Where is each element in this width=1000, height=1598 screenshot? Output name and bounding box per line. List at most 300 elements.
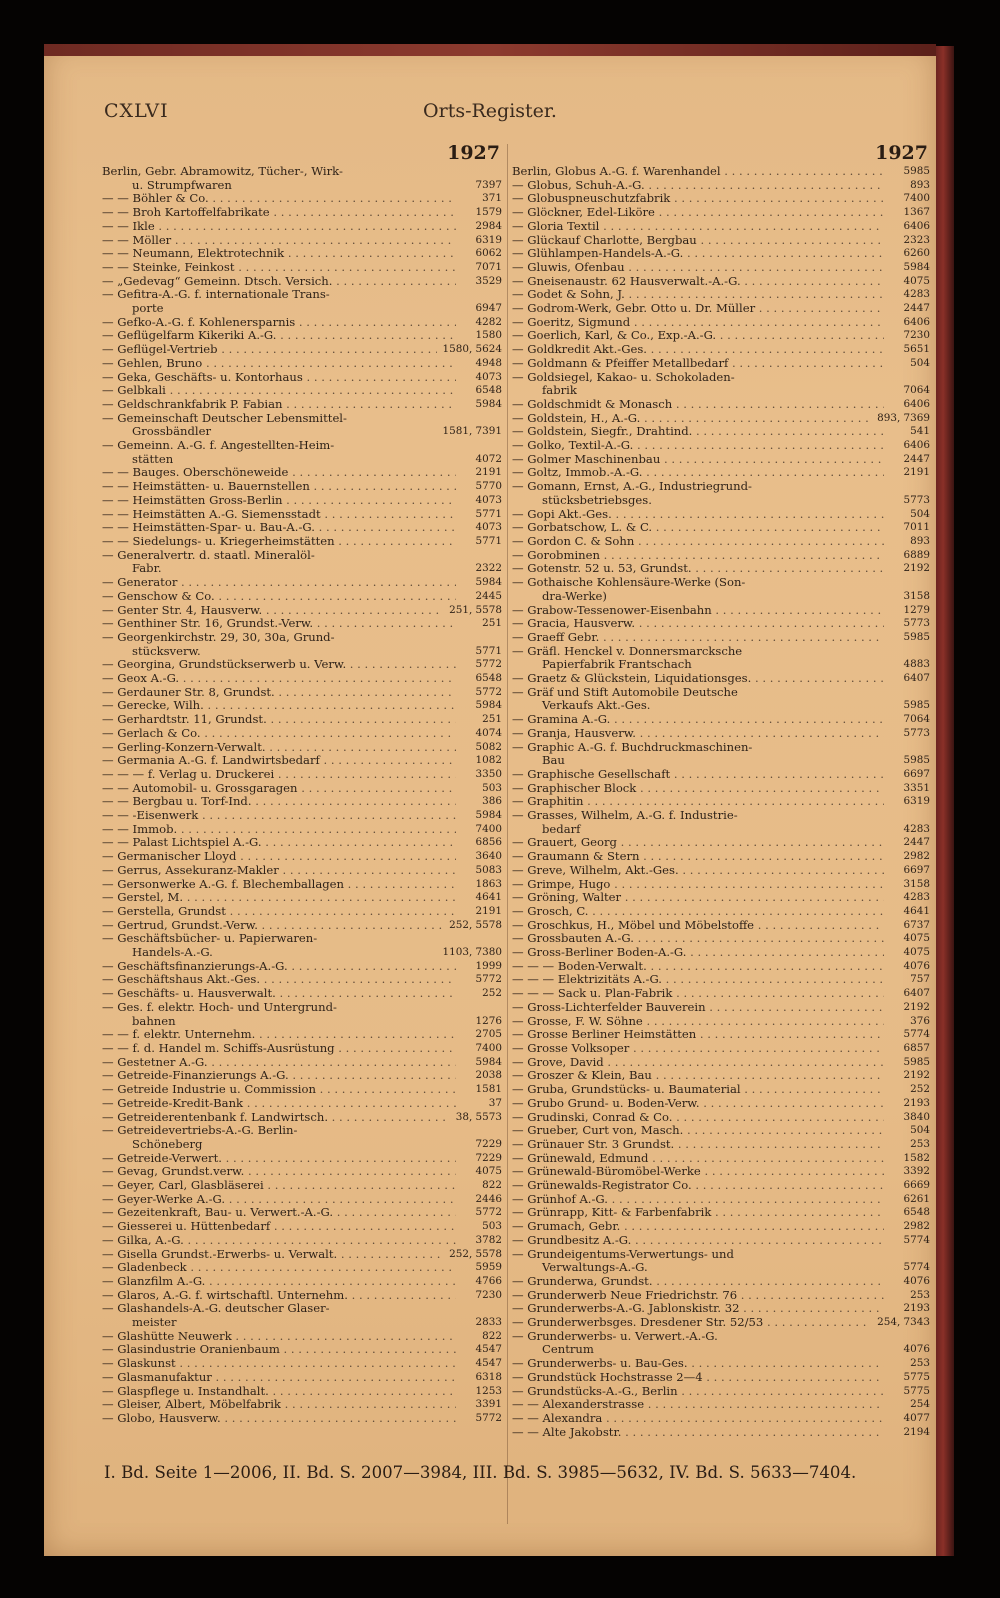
entry-page-ref: 1253 <box>475 1384 502 1397</box>
index-entry <box>512 1248 930 1262</box>
left-entry-list <box>102 165 502 1426</box>
index-entry <box>512 1330 930 1344</box>
entry-name: — Grubo Grund- u. Boden-Verw. . . . <box>512 1097 884 1111</box>
index-entry <box>102 316 502 330</box>
index-entry <box>102 412 502 426</box>
entry-page-ref: 5774 <box>903 1233 930 1246</box>
entry-name: bahnen <box>132 1014 176 1028</box>
entry-name: — Gneisenaustr. 62 Hausverwalt.-A.-G. . . . <box>512 275 884 289</box>
entry-page-ref: 4948 <box>475 356 502 369</box>
column-divider <box>507 144 508 1524</box>
entry-page-ref: 4073 <box>475 493 502 506</box>
entry-name: — Getreide-Verwert. . . . <box>102 1152 456 1166</box>
entry-page-ref: 5772 <box>475 1206 502 1219</box>
entry-page-ref: 893, 7369 <box>877 411 930 424</box>
entry-page-ref: 6406 <box>903 315 930 328</box>
entry-page-ref: 4766 <box>475 1274 502 1287</box>
index-entry <box>512 576 930 590</box>
index-entry <box>102 727 502 741</box>
entry-page-ref: 5959 <box>475 1261 502 1274</box>
index-entry <box>512 987 930 1001</box>
entry-page-ref: 2192 <box>903 1000 930 1013</box>
entry-name: — Gefitra-A.-G. f. internationale Trans- <box>102 288 330 302</box>
index-entry <box>102 302 502 316</box>
entry-page-ref: 2191 <box>475 466 502 479</box>
index-entry <box>512 562 930 576</box>
entry-name: — Grunderwerbsges. Dresdener Str. 52/53 . . . <box>512 1316 871 1330</box>
volume-page-ranges: I. Bd. Seite 1—2006, II. Bd. S. 2007—3984, III. Bd. S. 3985—5632, IV. Bd. S. 5633—7404. <box>104 1463 857 1482</box>
index-entry <box>512 302 930 316</box>
index-entry <box>102 1015 502 1029</box>
entry-name: — Gemeinschaft Deutscher Lebensmittel- <box>102 411 347 425</box>
entry-page-ref: 503 <box>482 781 502 794</box>
entry-name: Centrum <box>542 1343 594 1357</box>
index-entry <box>512 521 930 535</box>
index-entry <box>512 206 930 220</box>
index-entry <box>102 809 502 823</box>
index-entry <box>512 1385 930 1399</box>
index-entry <box>102 466 502 480</box>
index-entry <box>102 795 502 809</box>
entry-name: — — Bauges. Oberschöneweide . . . <box>102 466 456 480</box>
right-column <box>512 143 930 1533</box>
index-entry <box>512 1289 930 1303</box>
entry-page-ref: 5770 <box>475 480 502 493</box>
index-entry <box>512 741 930 755</box>
index-entry <box>102 631 502 645</box>
index-entry <box>512 727 930 741</box>
entry-page-ref: 1367 <box>903 206 930 219</box>
index-entry <box>512 1412 930 1426</box>
entry-name: Schöneberg <box>132 1137 203 1151</box>
entry-page-ref: 376 <box>910 1014 930 1027</box>
index-entry <box>102 1165 502 1179</box>
index-entry <box>102 1206 502 1220</box>
entry-name: Fabr. <box>132 562 162 576</box>
entry-name: — Gerstel, M. . . . <box>102 891 456 905</box>
index-entry <box>102 521 502 535</box>
entry-page-ref: 2833 <box>475 1316 502 1329</box>
entry-page-ref: 253 <box>910 1288 930 1301</box>
entry-name: — Glühlampen-Handels-A.-G. . . . <box>512 247 884 261</box>
entry-page-ref: 893 <box>910 534 930 547</box>
entry-name: — — — Sack u. Plan-Fabrik . . . <box>512 987 884 1001</box>
entry-name: — Getreide-Kredit-Bank . . . <box>102 1097 456 1111</box>
entry-name: — Gerlach & Co. . . . <box>102 727 456 741</box>
entry-page-ref: 4283 <box>903 891 930 904</box>
entry-page-ref: 6669 <box>903 1179 930 1192</box>
entry-name: stücksverw. <box>132 644 201 658</box>
entry-name: Bau <box>542 754 565 768</box>
entry-name: — Gotenstr. 52 u. 53, Grundst. . . . <box>512 562 884 576</box>
index-entry <box>512 371 930 385</box>
entry-name: — Gorbatschow, L. & C. . . . <box>512 521 884 535</box>
entry-page-ref: 2447 <box>903 836 930 849</box>
entry-name: — Granja, Hausverw. . . . <box>512 727 884 741</box>
index-entry <box>512 878 930 892</box>
entry-page-ref: 5083 <box>475 863 502 876</box>
entry-page-ref: 4073 <box>475 521 502 534</box>
index-entry <box>102 1001 502 1015</box>
index-entry <box>512 1357 930 1371</box>
index-entry <box>512 1111 930 1125</box>
index-entry <box>102 206 502 220</box>
entry-page-ref: 7011 <box>903 521 930 534</box>
index-entry <box>102 768 502 782</box>
entry-page-ref: 37 <box>488 1096 502 1109</box>
entry-page-ref: 4282 <box>475 315 502 328</box>
entry-name: — Gemeinn. A.-G. f. Angestellten-Heim- <box>102 439 335 453</box>
entry-page-ref: 541 <box>910 425 930 438</box>
index-entry <box>512 864 930 878</box>
entry-page-ref: 4641 <box>475 891 502 904</box>
index-entry <box>512 672 930 686</box>
entry-page-ref: 7397 <box>475 178 502 191</box>
entry-name: — Georgina, Grundstückserwerb u. Verw. . . . <box>102 658 456 672</box>
entry-name: — Grabow-Tessenower-Eisenbahn . . . <box>512 604 884 618</box>
index-entry <box>102 508 502 522</box>
entry-page-ref: 2446 <box>475 1192 502 1205</box>
entry-page-ref: 6407 <box>903 987 930 1000</box>
entry-name: — Gräfl. Henckel v. Donnersmarcksche <box>512 644 743 658</box>
entry-page-ref: 5984 <box>475 699 502 712</box>
index-entry <box>102 1412 502 1426</box>
entry-name: — Glashandels-A.-G. deutscher Glaser- <box>102 1302 330 1316</box>
entry-name: — Grundbesitz A.-G. . . . <box>512 1234 884 1248</box>
entry-name: — Glashütte Neuwerk . . . <box>102 1330 456 1344</box>
index-entry <box>512 1152 930 1166</box>
entry-page-ref: 6406 <box>903 219 930 232</box>
index-entry <box>102 453 502 467</box>
entry-name: — — Bergbau u. Torf-Ind. . . . <box>102 795 456 809</box>
index-entry <box>102 329 502 343</box>
index-entry <box>102 439 502 453</box>
index-entry <box>102 946 502 960</box>
index-entry <box>102 275 502 289</box>
entry-page-ref: 2323 <box>903 233 930 246</box>
index-entry <box>102 234 502 248</box>
entry-name: — — f. d. Handel m. Schiffs-Ausrüstung . . . <box>102 1042 456 1056</box>
index-entry <box>102 371 502 385</box>
entry-name: — Gerstella, Grundst . . . <box>102 905 456 919</box>
entry-name: — Gehlen, Bruno . . . <box>102 357 456 371</box>
entry-page-ref: 252 <box>910 1083 930 1096</box>
entry-page-ref: 6737 <box>903 918 930 931</box>
index-entry <box>512 617 930 631</box>
entry-page-ref: 6319 <box>903 795 930 808</box>
entry-name: — Grosse, F. W. Söhne . . . <box>512 1015 884 1029</box>
entry-name: — Gruba, Grundstücks- u. Baumaterial . . . <box>512 1083 884 1097</box>
entry-page-ref: 1276 <box>475 1014 502 1027</box>
entry-name: — Grunderwerbs- u. Verwert.-A.-G. <box>512 1329 718 1343</box>
entry-page-ref: 1082 <box>475 754 502 767</box>
index-entry <box>102 1261 502 1275</box>
entry-page-ref: 7400 <box>475 822 502 835</box>
index-entry <box>512 590 930 604</box>
index-entry <box>102 864 502 878</box>
entry-page-ref: 5774 <box>903 1028 930 1041</box>
entry-page-ref: 6889 <box>903 548 930 561</box>
index-entry <box>512 713 930 727</box>
left-year-heading: 1927 <box>447 142 500 164</box>
entry-page-ref: 251 <box>482 617 502 630</box>
index-entry <box>512 645 930 659</box>
entry-page-ref: 4073 <box>475 370 502 383</box>
index-entry <box>512 946 930 960</box>
entry-page-ref: 4072 <box>475 452 502 465</box>
index-entry <box>102 850 502 864</box>
entry-page-ref: 3640 <box>475 850 502 863</box>
entry-page-ref: 2447 <box>903 302 930 315</box>
index-entry <box>102 1371 502 1385</box>
entry-name: — Golmer Maschinenbau . . . <box>512 453 884 467</box>
entry-page-ref: 7229 <box>475 1137 502 1150</box>
entry-name: — Gezeitenkraft, Bau- u. Verwert.-A.-G. . . . <box>102 1206 456 1220</box>
entry-name: — Grudinski, Conrad & Co. . . . <box>512 1111 884 1125</box>
index-entry <box>512 384 930 398</box>
index-entry <box>102 1152 502 1166</box>
entry-name: u. Strumpfwaren <box>132 178 232 192</box>
entry-name: Papierfabrik Frantschach <box>542 658 692 672</box>
entry-name: — Gerdauner Str. 8, Grundst. . . . <box>102 686 456 700</box>
entry-name: — Gordon C. & Sohn . . . <box>512 535 884 549</box>
entry-page-ref: 7071 <box>475 260 502 273</box>
entry-name: — Gluwis, Ofenbau . . . <box>512 261 884 275</box>
entry-page-ref: 5773 <box>903 726 930 739</box>
entry-page-ref: 4075 <box>903 946 930 959</box>
index-entry <box>512 316 930 330</box>
entry-name: — — — Elektrizitäts A.-G. . . . <box>512 973 884 987</box>
entry-page-ref: 5985 <box>903 630 930 643</box>
index-entry <box>512 1234 930 1248</box>
entry-name: — — Broh Kartoffelfabrikate . . . <box>102 206 456 220</box>
index-entry <box>512 795 930 809</box>
entry-page-ref: 4075 <box>903 274 930 287</box>
entry-name: — — Heimstätten A.-G. Siemensstadt . . . <box>102 508 456 522</box>
entry-page-ref: 6406 <box>903 397 930 410</box>
entry-page-ref: 2192 <box>903 562 930 575</box>
index-entry <box>102 261 502 275</box>
entry-name: — Gladenbeck . . . <box>102 1261 456 1275</box>
entry-page-ref: 2447 <box>903 452 930 465</box>
index-entry <box>102 384 502 398</box>
index-entry <box>102 658 502 672</box>
entry-page-ref: 3391 <box>475 1398 502 1411</box>
index-entry <box>512 631 930 645</box>
index-entry <box>102 1193 502 1207</box>
entry-name: — Getreide-Finanzierungs A.-G. . . . <box>102 1069 456 1083</box>
entry-name: — Gerhardtstr. 11, Grundst. . . . <box>102 713 456 727</box>
entry-page-ref: 822 <box>482 1329 502 1342</box>
index-entry <box>512 604 930 618</box>
entry-page-ref: 4283 <box>903 822 930 835</box>
entry-name: — Goeritz, Sigmund . . . <box>512 316 884 330</box>
entry-name: — Grosch, C. . . . <box>512 905 884 919</box>
index-entry <box>512 480 930 494</box>
entry-name: — — Ikle . . . <box>102 220 456 234</box>
entry-name: — Geyer-Werke A.-G. . . . <box>102 1193 456 1207</box>
entry-name: — Glückauf Charlotte, Bergbau . . . <box>512 234 884 248</box>
entry-page-ref: 6697 <box>903 863 930 876</box>
entry-page-ref: 5772 <box>475 973 502 986</box>
index-entry <box>512 165 930 179</box>
entry-name: — — Heimstätten Gross-Berlin . . . <box>102 494 456 508</box>
entry-page-ref: 6548 <box>475 672 502 685</box>
entry-page-ref: 5985 <box>903 165 930 177</box>
index-entry <box>512 329 930 343</box>
index-entry <box>102 973 502 987</box>
entry-name: — — Steinke, Feinkost . . . <box>102 261 456 275</box>
index-entry <box>102 1056 502 1070</box>
entry-name: — Glaspflege u. Instandhalt. . . . <box>102 1385 456 1399</box>
entry-name: — Gelbkali . . . <box>102 384 456 398</box>
entry-name: — Glanzfilm A.-G. . . . <box>102 1275 456 1289</box>
entry-name: — Goldstein, Siegfr., Drahtind. . . . <box>512 425 884 439</box>
entry-page-ref: 3392 <box>903 1165 930 1178</box>
index-entry <box>102 1083 502 1097</box>
index-entry <box>512 466 930 480</box>
entry-name: bedarf <box>542 822 581 836</box>
entry-page-ref: 5984 <box>475 576 502 589</box>
entry-page-ref: 5771 <box>475 507 502 520</box>
entry-name: — Graphische Gesellschaft . . . <box>512 768 884 782</box>
index-entry <box>102 823 502 837</box>
index-entry <box>512 973 930 987</box>
entry-name: — Genschow & Co. . . . <box>102 590 456 604</box>
index-entry <box>102 1234 502 1248</box>
index-entry <box>102 960 502 974</box>
entry-name: — Grosse Volksoper . . . <box>512 1042 884 1056</box>
entry-name: Grossbändler <box>132 425 212 439</box>
entry-name: — Gramina A.-G. . . . <box>512 713 884 727</box>
entry-name: — Golko, Textil-A.-G. . . . <box>512 439 884 453</box>
entry-page-ref: 2705 <box>475 1028 502 1041</box>
entry-name: — — Möller . . . <box>102 234 456 248</box>
entry-name: — Globus, Schuh-A.-G. . . . <box>512 179 884 193</box>
index-entry <box>512 247 930 261</box>
index-entry <box>102 1302 502 1316</box>
entry-page-ref: 253 <box>910 1137 930 1150</box>
entry-page-ref: 1580, 5624 <box>442 343 502 356</box>
index-entry <box>102 672 502 686</box>
index-entry <box>512 1042 930 1056</box>
index-entry <box>102 987 502 1001</box>
entry-name: — Glaskunst . . . <box>102 1357 456 1371</box>
entry-name: — Groszer & Klein, Bau . . . <box>512 1069 884 1083</box>
index-entry <box>102 1042 502 1056</box>
entry-page-ref: 1279 <box>903 603 930 616</box>
entry-name: — Goldsiegel, Kakao- u. Schokoladen- <box>512 370 735 384</box>
entry-name: Handels-A.-G. <box>132 946 213 960</box>
entry-page-ref: 1581, 7391 <box>442 425 502 438</box>
index-entry <box>512 453 930 467</box>
entry-name: Berlin, Globus A.-G. f. Warenhandel . . . <box>512 165 884 179</box>
entry-page-ref: 3840 <box>903 1110 930 1123</box>
entry-name: — Globuspneuschutzfabrik . . . <box>512 192 884 206</box>
entry-page-ref: 252 <box>482 987 502 1000</box>
left-column <box>102 143 502 1533</box>
entry-name: — Gröning, Walter . . . <box>512 891 884 905</box>
entry-page-ref: 5651 <box>903 343 930 356</box>
entry-name: — Goldmann & Pfeiffer Metallbedarf . . . <box>512 357 884 371</box>
index-entry <box>102 1385 502 1399</box>
entry-page-ref: 1863 <box>475 877 502 890</box>
index-entry <box>512 1028 930 1042</box>
entry-name: — Gomann, Ernst, A.-G., Industriegrund- <box>512 480 752 494</box>
entry-name: — Genter Str. 4, Hausverw. . . . <box>102 604 443 618</box>
entry-name: — Gross-Lichterfelder Bauverein . . . <box>512 1001 884 1015</box>
entry-page-ref: 2322 <box>475 562 502 575</box>
entry-name: — Graetz & Glückstein, Liquidationsges. . . . <box>512 672 884 686</box>
index-entry <box>102 398 502 412</box>
entry-page-ref: 503 <box>482 1220 502 1233</box>
entry-name: — Grünewalds-Registrator Co. . . . <box>512 1179 884 1193</box>
index-entry <box>512 891 930 905</box>
entry-name: — — f. elektr. Unternehm. . . . <box>102 1028 456 1042</box>
entry-name: — Gräf und Stift Automobile Deutsche <box>512 685 738 699</box>
entry-page-ref: 6947 <box>475 302 502 315</box>
index-entry <box>512 1371 930 1385</box>
entry-page-ref: 5984 <box>475 809 502 822</box>
index-entry <box>102 1069 502 1083</box>
entry-name: — Gerling-Konzern-Verwalt. . . . <box>102 741 456 755</box>
entry-name: — Godet & Sohn, J. . . . <box>512 288 884 302</box>
index-entry <box>102 1248 502 1262</box>
entry-page-ref: 4075 <box>475 1165 502 1178</box>
entry-page-ref: 4076 <box>903 1274 930 1287</box>
index-entry <box>102 741 502 755</box>
entry-name: — Gothaische Kohlensäure-Werke (Son- <box>512 576 746 590</box>
entry-page-ref: 2982 <box>903 1220 930 1233</box>
entry-name: — Grunderwerb Neue Friedrichstr. 76 . . . <box>512 1289 884 1303</box>
entry-name: — Glaros, A.-G. f. wirtschaftl. Unternehm. . . . <box>102 1289 456 1303</box>
entry-page-ref: 7230 <box>475 1288 502 1301</box>
index-entry <box>512 1069 930 1083</box>
index-entry <box>512 275 930 289</box>
index-entry <box>512 1001 930 1015</box>
entry-page-ref: 4547 <box>475 1357 502 1370</box>
index-entry <box>102 179 502 193</box>
index-entry <box>512 1220 930 1234</box>
entry-page-ref: 3158 <box>903 589 930 602</box>
entry-page-ref: 3350 <box>475 767 502 780</box>
entry-page-ref: 6697 <box>903 767 930 780</box>
entry-page-ref: 254, 7343 <box>877 1316 930 1329</box>
index-entry <box>512 1316 930 1330</box>
index-entry <box>512 1193 930 1207</box>
index-entry <box>102 604 502 618</box>
index-entry <box>512 398 930 412</box>
entry-name: — Geschäfts- u. Hausverwalt. . . . <box>102 987 456 1001</box>
entry-page-ref: 2445 <box>475 589 502 602</box>
page-number: CXLVI <box>104 100 169 122</box>
binding-band <box>44 44 936 56</box>
index-entry <box>102 1275 502 1289</box>
entry-page-ref: 1579 <box>475 206 502 219</box>
entry-name: — Gestetner A.-G. . . . <box>102 1056 456 1070</box>
entry-name: — — — Boden-Verwalt. . . . <box>512 960 884 974</box>
entry-page-ref: 254 <box>910 1398 930 1411</box>
entry-page-ref: 7229 <box>475 1151 502 1164</box>
entry-name: — Grünrapp, Kitt- & Farbenfabrik . . . <box>512 1206 884 1220</box>
entry-name: — — -Eisenwerk . . . <box>102 809 456 823</box>
index-entry <box>512 1138 930 1152</box>
index-entry <box>102 549 502 563</box>
entry-page-ref: 5984 <box>903 260 930 273</box>
entry-name: — Goldschmidt & Monasch . . . <box>512 398 884 412</box>
entry-page-ref: 5984 <box>475 1055 502 1068</box>
entry-page-ref: 4076 <box>903 1343 930 1356</box>
